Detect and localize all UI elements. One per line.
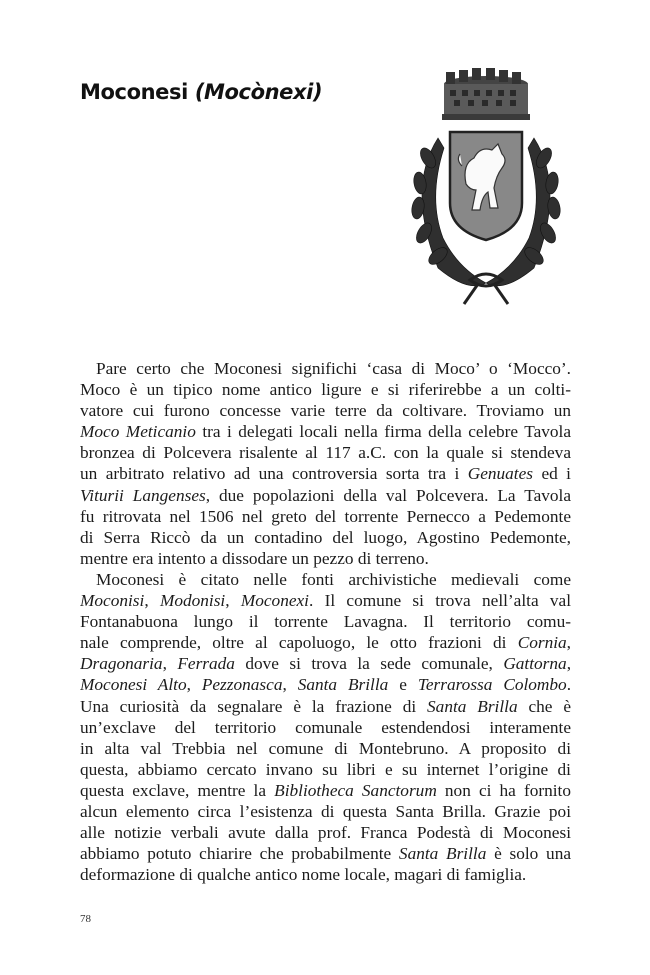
italic-text: Modonisi xyxy=(159,591,226,611)
text-line xyxy=(80,780,571,801)
italic-text: Cornia xyxy=(517,633,567,653)
article-body xyxy=(80,358,571,885)
text-segment: Pare certo che Moconesi significhi ‘casa di Moco’ o ‘Mocco’. xyxy=(96,359,571,378)
text-segment: tra i delegati locali nella firma della celebre Tavola xyxy=(195,422,571,442)
text-segment: . xyxy=(566,675,571,695)
text-line xyxy=(80,632,571,653)
italic-text: Moco Meticanio xyxy=(80,422,196,442)
text-segment: , xyxy=(282,675,298,695)
text-line xyxy=(80,569,571,590)
text-segment: e xyxy=(388,675,418,695)
text-segment: un arbitrato relativo ad una controversia sorta tra i xyxy=(80,464,468,484)
text-segment: , xyxy=(566,654,571,674)
page-number: 78 xyxy=(80,913,91,925)
mural-crown-icon xyxy=(442,68,530,120)
text-segment: che è xyxy=(517,696,571,716)
text-segment: questa exclave, mentre la xyxy=(80,780,275,800)
italic-text: Moconisi xyxy=(80,591,145,611)
text-line xyxy=(80,738,571,759)
text-segment: ed i xyxy=(533,464,571,484)
text-line xyxy=(80,801,571,822)
text-segment: , xyxy=(144,591,160,611)
italic-text: Moconesi Alto xyxy=(80,675,187,695)
text-segment: in alta val Trebbia nel comune di Montebruno. A proposito di xyxy=(80,738,571,758)
text-line xyxy=(80,358,571,379)
text-segment: bronzea di Polcevera risalente al 117 a.C. con la quale si stendeva xyxy=(80,443,571,463)
text-segment: nale comprende, oltre al capoluogo, le otto frazioni di xyxy=(80,633,518,653)
text-segment: dove si trova la sede comunale, xyxy=(234,654,504,674)
text-segment: , xyxy=(225,591,241,611)
italic-text: Bibliotheca Sanctorum xyxy=(274,780,437,800)
text-segment: abbiamo potuto chiarire che probabilmente xyxy=(80,844,399,864)
text-line xyxy=(80,674,571,695)
text-line xyxy=(80,717,571,738)
italic-text: Gattorna xyxy=(503,654,567,674)
text-segment: fu ritrovata nel 1506 nel greto del torrente Pernecco a Pedemonte xyxy=(80,506,571,526)
coat-of-arms-icon xyxy=(398,68,574,318)
text-line xyxy=(80,696,571,717)
text-segment: mentre era intento a dissodare un pezzo di terreno. xyxy=(80,548,429,568)
title-dialect-name: (Mocònexi) xyxy=(194,80,323,104)
text-segment: alcun elemento circa l’esistenza di questa Santa Brilla. Grazie poi xyxy=(80,801,571,821)
italic-text: Viturii Langenses xyxy=(80,485,206,505)
text-segment: è solo una xyxy=(486,844,571,864)
italic-text: Dragonaria xyxy=(80,654,163,674)
text-line xyxy=(80,653,571,674)
italic-text: Pezzonasca xyxy=(201,675,283,695)
text-line xyxy=(80,843,571,864)
text-segment: , xyxy=(566,633,571,653)
text-segment: di Serra Riccò da un contadino del luogo, Agostino Pedemonte, xyxy=(80,527,571,547)
text-line xyxy=(80,548,571,569)
text-segment: alle notizie verbali avute dalla prof. Franca Podestà di Moconesi xyxy=(80,823,571,843)
italic-text: Terrarossa Colombo xyxy=(417,675,567,695)
text-segment: Fontanabuona lungo il torrente Lavagna. Il territorio comu- xyxy=(80,612,571,632)
text-segment: non ci ha fornito xyxy=(436,780,571,800)
text-line xyxy=(80,611,571,632)
text-segment: deformazione di qualche antico nome locale, magari di famiglia. xyxy=(80,865,527,885)
text-segment: , xyxy=(186,675,202,695)
text-segment: , due popolazioni della val Polcevera. La Tavola xyxy=(205,485,571,505)
text-segment: Una curiosità da segnalare è la frazione di xyxy=(80,696,428,716)
page-title xyxy=(80,80,322,104)
text-line xyxy=(80,421,571,442)
text-line xyxy=(80,527,571,548)
text-segment: vatore cui furono concesse varie terre da coltivare. Troviamo un xyxy=(80,401,571,421)
text-segment: Moco è un tipico nome antico ligure e si riferirebbe a un colti- xyxy=(80,380,571,400)
text-segment: questa, abbiamo cercato invano su libri e su internet l’origine di xyxy=(80,759,571,779)
italic-text: Santa Brilla xyxy=(297,675,389,695)
text-segment: , xyxy=(162,654,178,674)
text-line xyxy=(80,590,571,611)
text-segment: . Il comune si trova nell’alta val xyxy=(308,591,571,611)
text-segment: Moconesi è citato nelle fonti archivistiche medievali come xyxy=(96,569,571,589)
title-name: Moconesi xyxy=(80,80,188,104)
text-line xyxy=(80,463,571,484)
text-line xyxy=(80,864,571,885)
text-segment: un’exclave del territorio comunale estendendosi interamente xyxy=(80,717,571,737)
italic-text: Genuates xyxy=(467,464,534,484)
text-line xyxy=(80,400,571,421)
text-line xyxy=(80,822,571,843)
text-line xyxy=(80,485,571,506)
italic-text: Santa Brilla xyxy=(398,844,487,864)
text-line xyxy=(80,442,571,463)
text-line xyxy=(80,506,571,527)
italic-text: Moconexi xyxy=(240,591,309,611)
text-line xyxy=(80,759,571,780)
italic-text: Ferrada xyxy=(177,654,235,674)
text-line xyxy=(80,379,571,400)
italic-text: Santa Brilla xyxy=(427,696,518,716)
